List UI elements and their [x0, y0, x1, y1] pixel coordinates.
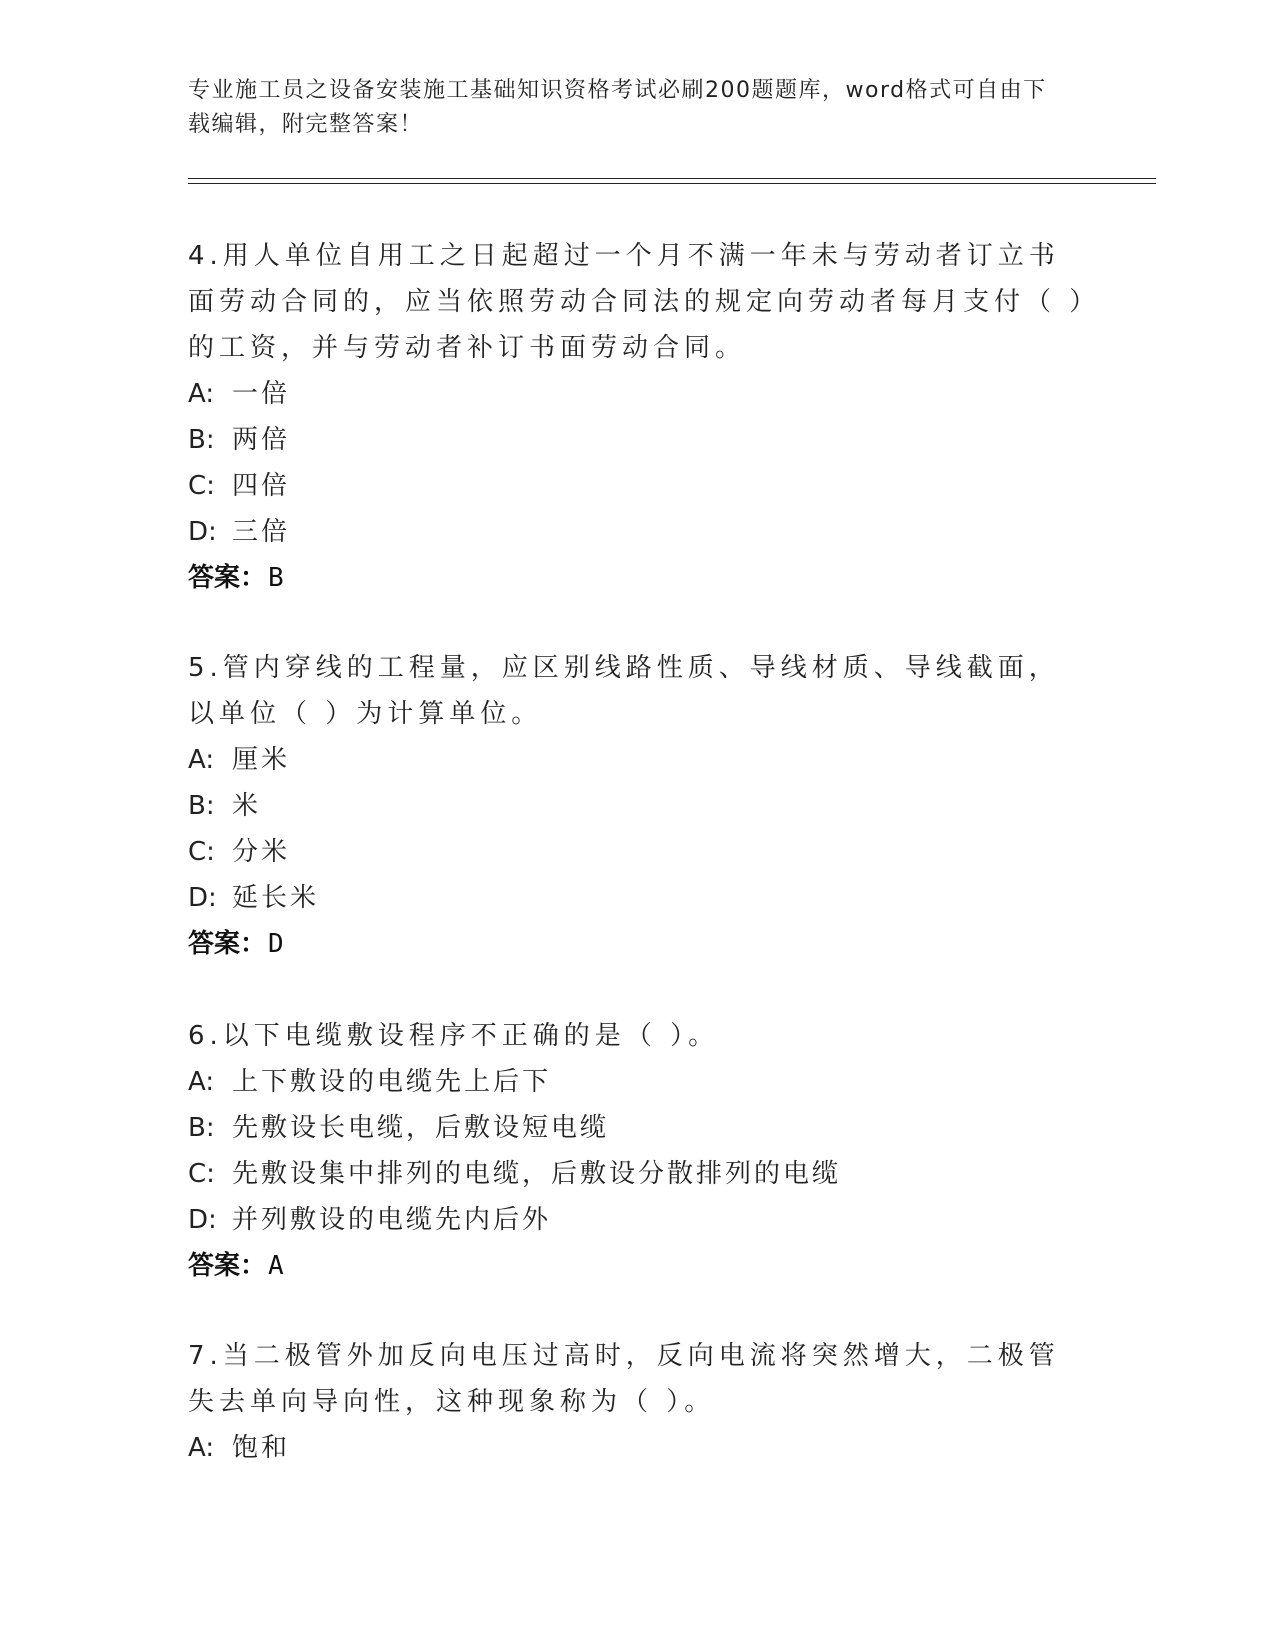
- option-text: 一倍: [232, 379, 291, 409]
- option-text: 两倍: [232, 425, 291, 455]
- option-letter: C:: [188, 1159, 215, 1189]
- option-letter: C:: [188, 837, 215, 867]
- question-5: [188, 645, 1088, 967]
- header-divider-top: [188, 178, 1156, 179]
- answer-value: B: [268, 563, 284, 593]
- option-text: 四倍: [232, 471, 291, 501]
- option-b: [188, 417, 1088, 463]
- option-text: 厘米: [232, 745, 291, 775]
- option-text: 分米: [232, 837, 291, 867]
- answer-line: [188, 1243, 1088, 1289]
- question-stem: 7.当二极管外加反向电压过高时，反向电流将突然增大，二极管失去单向导向性，这种现象称为（ ）。: [188, 1341, 1060, 1417]
- option-text: 先敷设长电缆，后敷设短电缆: [232, 1113, 610, 1143]
- question-stem: 6.以下电缆敷设程序不正确的是（ ）。: [188, 1021, 720, 1051]
- option-c: [188, 1151, 1088, 1197]
- option-letter: D:: [188, 517, 217, 547]
- answer-label: 答案：: [188, 929, 267, 959]
- header-divider-bottom: [188, 183, 1156, 184]
- document-header: 专业施工员之设备安装施工基础知识资格考试必刷200题题库，word格式可自由下载编辑，附完整答案！: [188, 78, 1047, 137]
- option-text: 上下敷设的电缆先上后下: [232, 1067, 552, 1097]
- option-b: [188, 783, 1088, 829]
- question-stem: 4.用人单位自用工之日起超过一个月不满一年未与劳动者订立书面劳动合同的，应当依照劳动合同法的规定向劳动者每月支付（ ）的工资，并与劳动者补订书面劳动合同。: [188, 241, 1088, 363]
- option-b: [188, 1105, 1088, 1151]
- option-text: 并列敷设的电缆先内后外: [232, 1205, 552, 1235]
- option-letter: B:: [188, 425, 215, 455]
- option-letter: A:: [188, 1433, 215, 1463]
- option-text: 饱和: [232, 1433, 291, 1463]
- option-a: [188, 737, 1088, 783]
- question-6: [188, 1013, 1088, 1289]
- option-letter: D:: [188, 883, 217, 913]
- answer-label: 答案：: [188, 1251, 267, 1281]
- option-a: [188, 1425, 1088, 1471]
- option-d: [188, 509, 1088, 555]
- answer-line: [188, 555, 1088, 601]
- answer-label: 答案：: [188, 563, 267, 593]
- option-a: [188, 371, 1088, 417]
- option-letter: A:: [188, 745, 215, 775]
- option-letter: B:: [188, 1113, 215, 1143]
- option-c: [188, 463, 1088, 509]
- option-letter: A:: [188, 379, 215, 409]
- option-letter: D:: [188, 1205, 217, 1235]
- question-stem: 5.管内穿线的工程量，应区别线路性质、导线材质、导线截面，以单位（ ）为计算单位。: [188, 653, 1060, 729]
- option-d: [188, 875, 1088, 921]
- option-text: 先敷设集中排列的电缆，后敷设分散排列的电缆: [232, 1159, 842, 1189]
- question-7: [188, 1333, 1088, 1471]
- option-letter: B:: [188, 791, 215, 821]
- answer-value: D: [268, 929, 284, 959]
- option-d: [188, 1197, 1088, 1243]
- option-text: 延长米: [232, 883, 320, 913]
- answer-line: [188, 921, 1088, 967]
- question-4: [188, 233, 1088, 601]
- answer-value: A: [268, 1251, 284, 1281]
- option-letter: A:: [188, 1067, 215, 1097]
- option-a: [188, 1059, 1088, 1105]
- option-text: 米: [232, 791, 262, 821]
- option-text: 三倍: [232, 517, 291, 547]
- option-letter: C:: [188, 471, 215, 501]
- option-c: [188, 829, 1088, 875]
